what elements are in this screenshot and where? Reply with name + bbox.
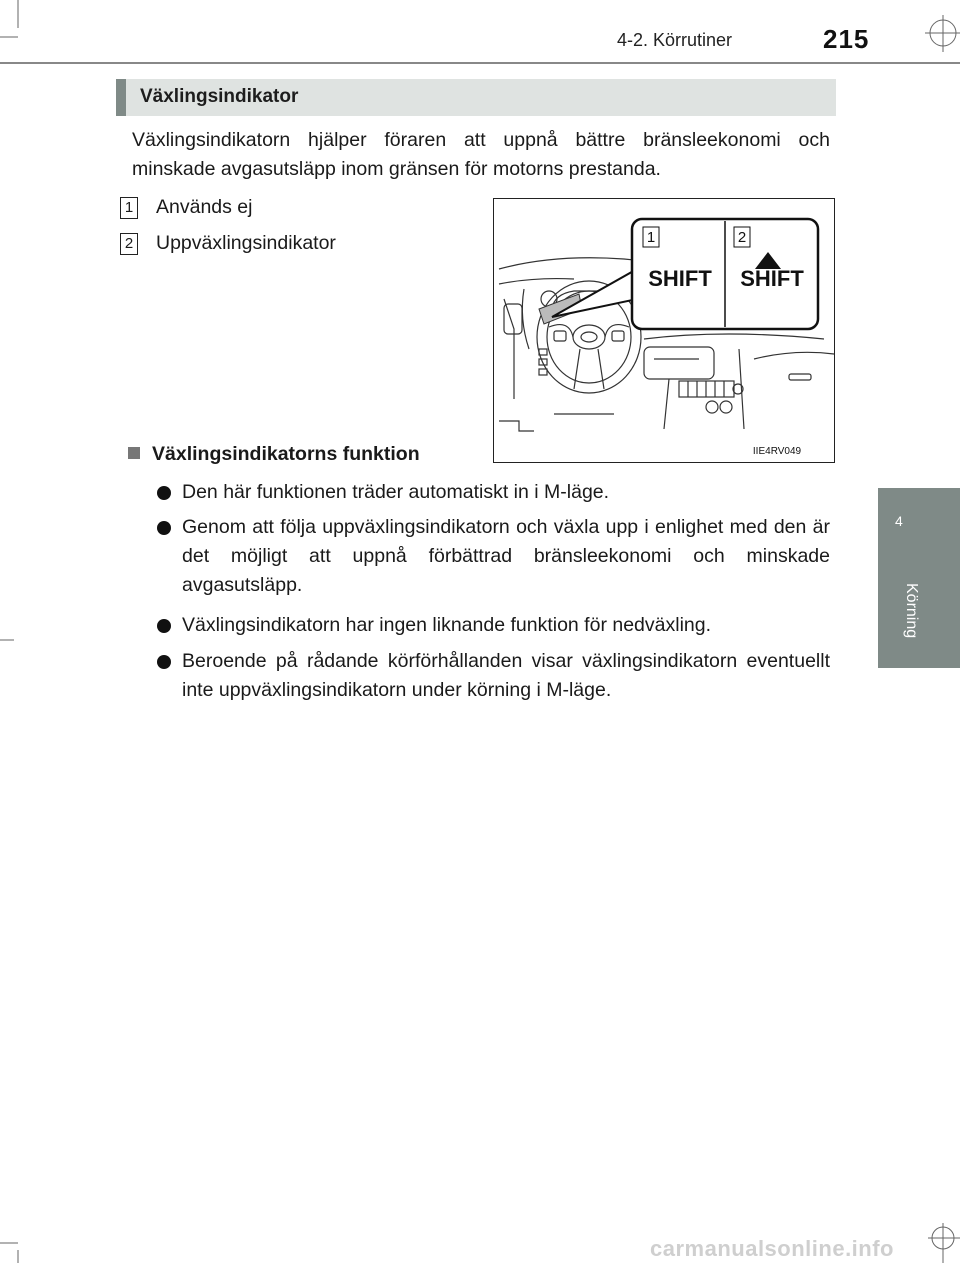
bullet-text: Den här funktionen träder automatiskt in i M-läge. <box>182 481 610 503</box>
square-bullet-icon <box>128 447 140 459</box>
figure-code: IIE4RV049 <box>752 446 802 457</box>
numbered-item-2 <box>120 232 336 255</box>
bullet-dot-icon <box>157 521 171 535</box>
number-box: 2 <box>120 233 138 255</box>
section-header-accent <box>116 79 126 116</box>
chapter-number: 4 <box>895 513 903 529</box>
bullet-text: Växlingsindikatorn har ingen liknande funktion för nedväxling. <box>182 614 712 636</box>
bullet-text: Beroende på rådande körförhållanden visar växlingsindikatorn eventuellt inte uppväxlingsindikatorn under körning i M-läge. <box>182 650 830 701</box>
dashboard-illustration <box>493 198 835 463</box>
section-title: Växlingsindikator <box>140 86 299 107</box>
header-divider <box>0 62 960 64</box>
bullet-dot-icon <box>157 619 171 633</box>
page-number: 215 <box>823 24 870 54</box>
bullet-item <box>157 647 830 705</box>
bullet-dot-icon <box>157 655 171 669</box>
callout-number-1: 1 <box>646 229 656 246</box>
bullet-item <box>157 513 830 600</box>
number-box: 1 <box>120 197 138 219</box>
header-section-title: 4-2. Körrutiner <box>617 30 733 50</box>
bullet-text: Genom att följa uppväxlingsindikatorn och växla upp i enlighet med den är det möjligt att uppnå förbättrad bränsleekonomi och minskade avgasutsläpp. <box>182 516 830 596</box>
shift-label-left: SHIFT <box>648 266 712 291</box>
bullet-item <box>157 611 830 640</box>
bullet-item <box>157 478 830 507</box>
numbered-item-text: Uppväxlingsindikator <box>156 232 336 254</box>
callout-number-2: 2 <box>737 229 747 246</box>
shift-label-right: SHIFT <box>740 266 804 291</box>
watermark: carmanualsonline.info <box>650 1236 894 1261</box>
subsection-heading <box>128 443 420 466</box>
chapter-label: Körning <box>903 583 920 639</box>
numbered-item-1 <box>120 196 253 219</box>
bullet-dot-icon <box>157 486 171 500</box>
numbered-item-text: Används ej <box>156 196 253 218</box>
subsection-title: Växlingsindikatorns funktion <box>152 443 420 465</box>
intro-paragraph: Växlingsindikatorn hjälper föraren att uppnå bättre bränsleekonomi och minskade avgasutsläpp inom gränsen för motorns prestanda. <box>132 129 830 180</box>
dashboard-drawing <box>494 199 835 463</box>
